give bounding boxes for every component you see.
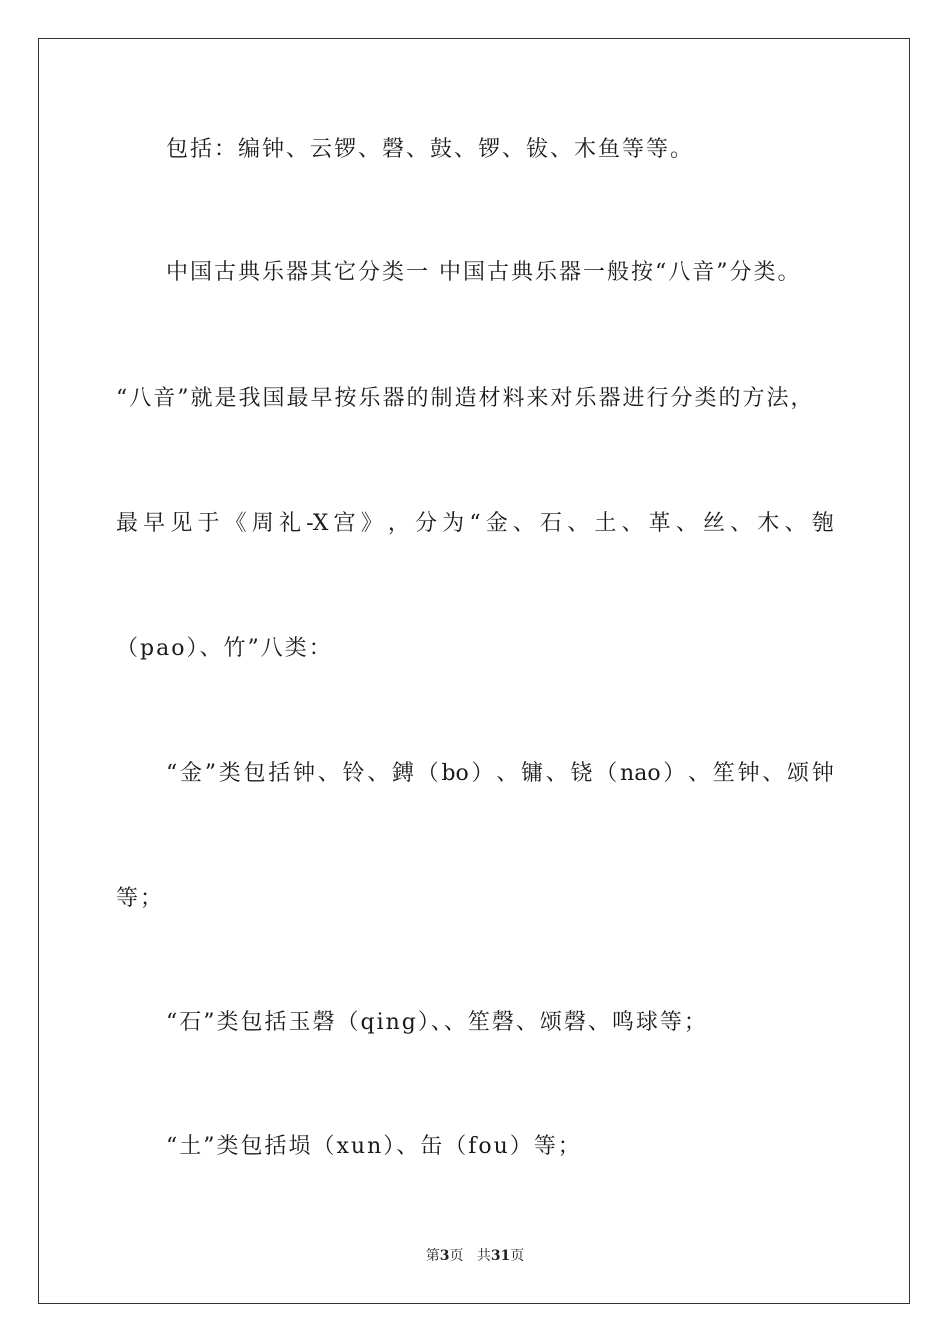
footer-total-prefix: 共 [476, 1248, 491, 1264]
text-line-4 [116, 509, 834, 539]
text-line-4-glyph: 石 [540, 511, 563, 536]
text-line-4-glyph: 、 [512, 511, 535, 536]
text-line-6-glyph: 、 [545, 761, 568, 786]
text-line-4-glyph: 于 [197, 511, 220, 536]
text-line-6-glyph: 类 [218, 761, 241, 786]
text-line-4-glyph: 、 [675, 511, 698, 536]
text-line-6-glyph: 、 [317, 761, 340, 786]
text-line-6-glyph: （ [595, 761, 618, 786]
text-line-4-glyph: 、 [784, 511, 807, 536]
text-line-4-glyph: 早 [143, 511, 166, 536]
text-line-4-glyph: 宫 [333, 511, 356, 536]
text-line-6 [166, 759, 834, 789]
text-line-5: （pao）、竹”八类： [116, 636, 333, 661]
text-line-4-glyph: 匏 [811, 511, 834, 536]
text-line-9: “土”类包括埙（xun）、缶（fou）等； [166, 1134, 582, 1159]
text-line-6-glyph: ） [471, 761, 494, 786]
text-line-4-glyph: 、 [730, 511, 753, 536]
text-line-6-glyph: 铃 [342, 761, 365, 786]
text-line-6-glyph: （ [416, 761, 439, 786]
text-line-8: “石”类包括玉磬（qing）、、笙磬、颂磬、鸣球等； [166, 1010, 708, 1035]
text-line-4-glyph: 、 [621, 511, 644, 536]
text-line-6-glyph: nao [620, 761, 661, 786]
page-border [38, 38, 910, 1304]
text-line-6-glyph: ） [663, 761, 686, 786]
text-line-6-glyph: 铙 [570, 761, 593, 786]
text-line-6-glyph: 、 [367, 761, 390, 786]
text-line-6-glyph: 镛 [521, 761, 544, 786]
text-line-6-glyph: 包 [243, 761, 266, 786]
footer-page-suffix: 页 [449, 1248, 464, 1264]
text-line-1: 包括：编钟、云锣、磬、鼓、锣、钹、木鱼等等。 [166, 137, 695, 162]
text-line-4-glyph: 周 [251, 511, 274, 536]
text-line-6-glyph: 钟 [811, 761, 834, 786]
text-line-4-glyph: 土 [594, 511, 617, 536]
text-line-6-glyph: 、 [496, 761, 519, 786]
text-line-2: 中国古典乐器其它分类一 中国古典乐器一般按“八音”分类。 [166, 260, 802, 285]
text-line-6-glyph: 颂 [787, 761, 810, 786]
footer-total-number: 31 [490, 1248, 511, 1264]
text-line-6-glyph: ” [204, 761, 216, 786]
text-line-4-glyph: ， [387, 511, 410, 536]
text-line-4-glyph: 为 [442, 511, 465, 536]
text-line-4-glyph: 木 [757, 511, 780, 536]
text-line-6-glyph: 钟 [292, 761, 315, 786]
footer-total-suffix: 页 [510, 1248, 525, 1264]
text-line-6-glyph: 、 [762, 761, 785, 786]
text-line-6-glyph: 笙 [712, 761, 735, 786]
text-line-4-glyph: 见 [170, 511, 193, 536]
page-footer [0, 1246, 950, 1266]
text-line-4-glyph: 金 [485, 511, 508, 536]
text-line-4-glyph: 礼 [278, 511, 301, 536]
text-line-4-glyph: 、 [567, 511, 590, 536]
text-line-6-glyph: 括 [268, 761, 291, 786]
text-line-6-glyph: 金 [179, 761, 202, 786]
text-line-4-glyph: 丝 [702, 511, 725, 536]
text-line-4-glyph: 《 [224, 511, 247, 536]
text-line-6-glyph: 鎛 [391, 761, 414, 786]
text-line-4-glyph: 分 [415, 511, 438, 536]
text-line-4-glyph: -X [306, 511, 329, 536]
text-line-6-glyph: bo [441, 761, 469, 786]
text-line-3: “八音”就是我国最早按乐器的制造材料来对乐器进行分类的方法， [116, 386, 815, 411]
text-line-4-glyph: 革 [648, 511, 671, 536]
footer-page-prefix: 第 [425, 1248, 440, 1264]
text-line-6-glyph: 钟 [737, 761, 760, 786]
text-line-6-glyph: “ [166, 761, 178, 786]
text-line-4-glyph: 》 [360, 511, 383, 536]
text-line-4-glyph: “ [469, 511, 481, 536]
text-line-6-glyph: 、 [688, 761, 711, 786]
text-line-7: 等； [116, 886, 165, 911]
footer-page-number: 3 [439, 1248, 450, 1264]
text-line-4-glyph: 最 [116, 511, 139, 536]
